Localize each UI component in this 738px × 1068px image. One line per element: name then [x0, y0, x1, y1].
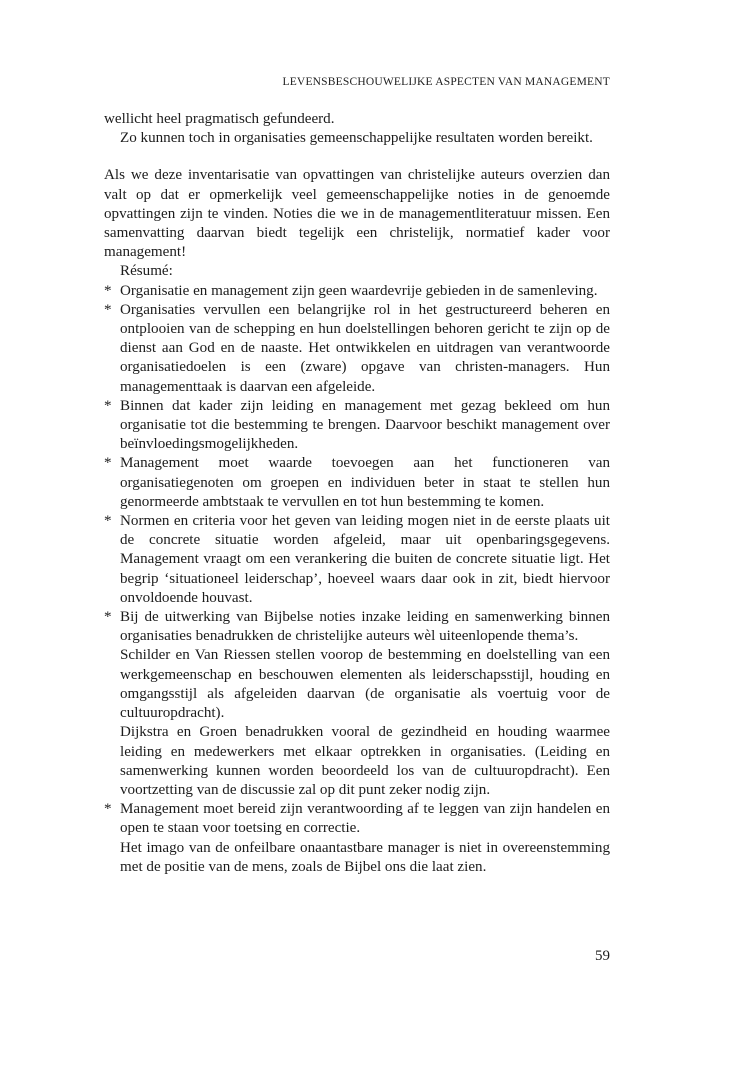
bullet-item: [104, 800, 610, 838]
bullet-text: Management moet waarde toevoegen aan het functioneren van organisatiegenoten om groepen en individuen beter in staat te stellen hun genormeerde ambtstaak te vervullen en tot hun bestemming te komen.: [120, 455, 610, 510]
running-head: LEVENSBESCHOUWELIJKE ASPECTEN VAN MANAGEMENT: [282, 76, 610, 88]
sub-paragraph-imago: Het imago van de onfeilbare onaantastbare manager is niet in overeenstemming met de positie van de mens, zoals de Bijbel ons die laat zien.: [120, 839, 610, 875]
bullet-item: [104, 301, 610, 397]
paragraph-spacer: [104, 148, 610, 166]
bullet-asterisk: *: [104, 455, 112, 472]
bullet-asterisk: *: [104, 513, 112, 530]
bullet-item: [104, 608, 610, 646]
bullet-asterisk: *: [104, 282, 112, 299]
bullet-text: Normen en criteria voor het geven van leiding mogen niet in de eerste plaats uit de concrete situatie worden afgeleid, maar uit openbaringsgegevens. Management vraagt om een verankering die buiten de concrete situatie ligt. Het begrip ‘situationeel leiderschap’, hoeveel waars daar ook in zit, biedt hiervoor onvoldoende houvast.: [120, 513, 610, 606]
page-number: 59: [595, 948, 610, 964]
bullet-item: [104, 512, 610, 608]
bullet-text: Binnen dat kader zijn leiding en management met gezag bekleed om hun organisatie tot die bestemming te brengen. Daarvoor beschikt management over beïnvloedingsmogelijkheden.: [120, 397, 610, 453]
body-text: [104, 110, 610, 877]
bullet-text: Organisatie en management zijn geen waardevrije gebieden in de samenleving.: [120, 282, 598, 299]
bullet-asterisk: *: [104, 801, 112, 818]
bullet-text: Organisaties vervullen een belangrijke rol in het gestructureerd beheren en ontplooien van de schepping en hun doelstellingen behoren gericht te zijn op de dienst aan God en de naaste. Het ontwikkelen en uitdragen van verantwoorde organisatiedoelen is een (zware) opgave van christen-managers. Hun managementtaak is daarvan een afgeleide.: [120, 301, 610, 395]
paragraph-continuation: wellicht heel pragmatisch gefundeerd.: [104, 111, 335, 127]
bullet-item: [104, 454, 610, 512]
bullet-asterisk: *: [104, 609, 112, 626]
bullet-text: Management moet bereid zijn verantwoording af te leggen van zijn handelen en open te staan voor toetsing en correctie.: [120, 801, 610, 837]
sub-paragraph-dijkstra: Dijkstra en Groen benadrukken vooral de gezindheid en houding waarmee leiding en medewerkers met elkaar optrekken in organisaties. (Leiding en samenwerking kunnen worden beoordeeld los van de cultuuropdracht). Een voortzetting van de discussie zal op dit punt zeker nodig zijn.: [120, 724, 610, 798]
sub-paragraph-schilder: Schilder en Van Riessen stellen voorop de bestemming en doelstelling van een werkgemeenschap en beschouwen elementen als leiderschapsstijl, houding en omgangsstijl als afgeleiden daarvan (de organisatie als voertuig voor de cultuuropdracht).: [120, 647, 610, 722]
resume-label: Résumé:: [120, 263, 173, 280]
bullet-asterisk: *: [104, 397, 112, 414]
paragraph-inventory: Als we deze inventarisatie van opvattingen van christelijke auteurs overzien dan valt op dat er opmerkelijk veel gemeenschappelijke noties in de genoemde opvattingen zijn te vinden. Noties die we in de managementliteratuur missen. Een samenvatting daarvan biedt tegelijk een christelijk, normatief kader voor management!: [104, 167, 610, 261]
bullet-item: [104, 282, 610, 301]
bullet-asterisk: *: [104, 301, 112, 318]
bullet-item: [104, 397, 610, 455]
bullet-text: Bij de uitwerking van Bijbelse noties inzake leiding en samenwerking binnen organisaties benadrukken de christelijke auteurs wèl uiteenlopende thema’s.: [120, 609, 610, 645]
paragraph-results: Zo kunnen toch in organisaties gemeenschappelijke resultaten worden bereikt.: [120, 130, 593, 147]
